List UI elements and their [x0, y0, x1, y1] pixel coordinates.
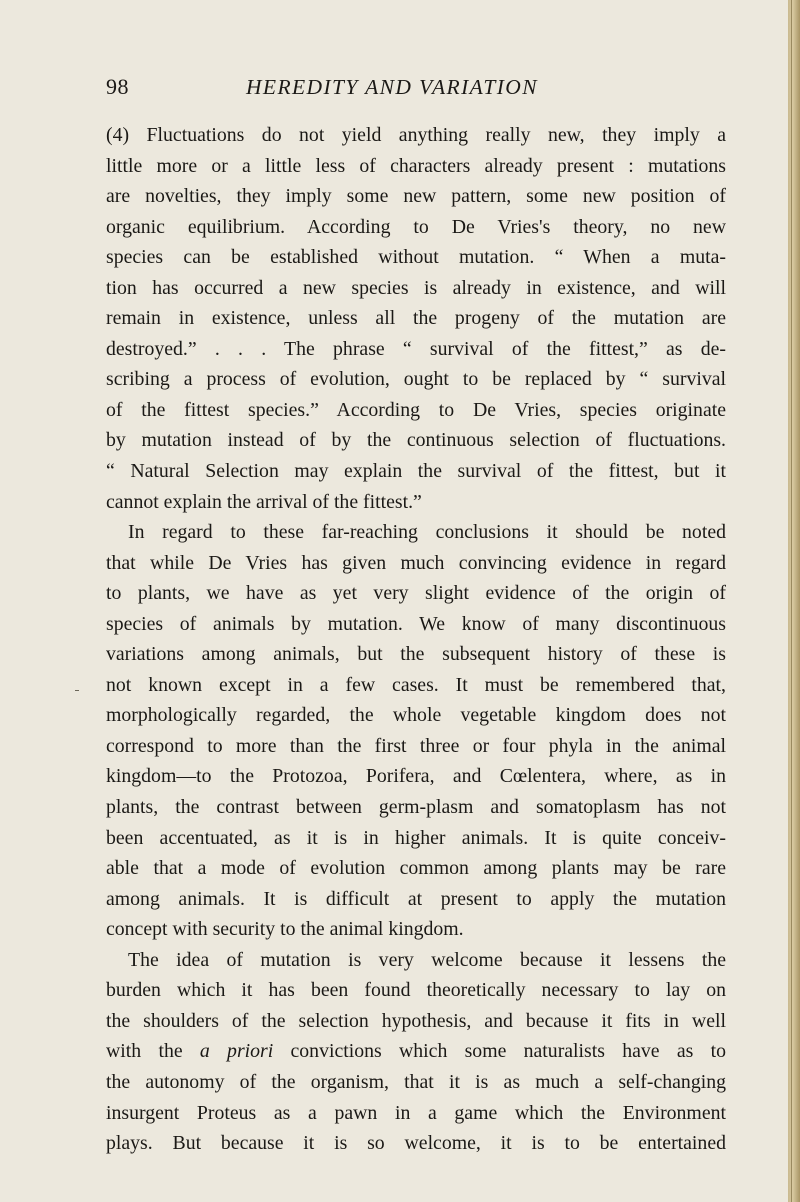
text-line: remain in existence, unless all the progeny of the mutation are	[106, 307, 726, 330]
paragraph-start-line: The idea of mutation is very welcome because it lessens the	[128, 948, 726, 971]
text-line: kingdom—to the Protozoa, Porifera, and Cœlentera, where, as in	[106, 765, 726, 788]
text-line: with the a priori convictions which some naturalists have as to	[106, 1040, 726, 1063]
paragraph-end-line: cannot explain the arrival of the fittest.”	[106, 490, 422, 513]
text-line: among animals. It is difficult at present to apply the mutation	[106, 887, 726, 910]
text-line: scribing a process of evolution, ought to be replaced by “ survival	[106, 368, 726, 391]
text-line: destroyed.” . . . The phrase “ survival of the fittest,” as de-	[106, 337, 726, 360]
text-line: organic equilibrium. According to De Vries's theory, no new	[106, 215, 726, 238]
paragraph-start-line: In regard to these far-reaching conclusions it should be noted	[128, 521, 726, 544]
text-line: “ Natural Selection may explain the survival of the fittest, but it	[106, 460, 726, 483]
text-line: (4) Fluctuations do not yield anything really new, they imply a	[106, 124, 726, 146]
text-line: variations among animals, but the subsequent history of these is	[106, 643, 726, 666]
text-line: plays. But because it is so welcome, it is to be entertained	[106, 1132, 726, 1155]
page-number: 98	[106, 74, 129, 99]
text-line: morphologically regarded, the whole vegetable kingdom does not	[106, 704, 726, 727]
text-line: species of animals by mutation. We know of many discontinuous	[106, 612, 726, 635]
text-line: that while De Vries has given much convincing evidence in regard	[106, 551, 726, 574]
body-text	[106, 120, 726, 1159]
italic-phrase: a priori	[199, 1040, 274, 1063]
text-line: to plants, we have as yet very slight evidence of the origin of	[106, 582, 726, 605]
text-line: not known except in a few cases. It must be remembered that,	[106, 673, 726, 696]
paragraph-end-line: concept with security to the animal kingdom.	[106, 918, 464, 941]
text-line: tion has occurred a new species is already in existence, and will	[106, 276, 726, 299]
text-line: little more or a little less of characters already present : mutations	[106, 154, 726, 177]
text-line: correspond to more than the first three or four phyla in the animal	[106, 734, 726, 757]
margin-mark	[75, 690, 79, 691]
text-line: burden which it has been found theoretically necessary to lay on	[106, 979, 726, 1002]
text-line: insurgent Proteus as a pawn in a game which the Environment	[106, 1101, 726, 1124]
page-edge	[788, 0, 800, 1202]
text-line: been accentuated, as it is in higher animals. It is quite conceiv-	[106, 826, 726, 849]
text-line: are novelties, they imply some new pattern, some new position of	[106, 185, 726, 208]
running-title: HEREDITY AND VARIATION	[246, 75, 538, 99]
text-line: plants, the contrast between germ-plasm and somatoplasm has not	[106, 796, 726, 819]
text-line: species can be established without mutation. “ When a muta-	[106, 246, 726, 269]
text-line: the autonomy of the organism, that it is as much a self-changing	[106, 1070, 726, 1093]
text-line: by mutation instead of by the continuous selection of fluctuations.	[106, 429, 726, 452]
text-line: able that a mode of evolution common among plants may be rare	[106, 857, 726, 880]
text-line: the shoulders of the selection hypothesis, and because it fits in well	[106, 1009, 726, 1032]
running-head	[106, 72, 724, 102]
text-line: of the fittest species.” According to De Vries, species originate	[106, 398, 726, 421]
